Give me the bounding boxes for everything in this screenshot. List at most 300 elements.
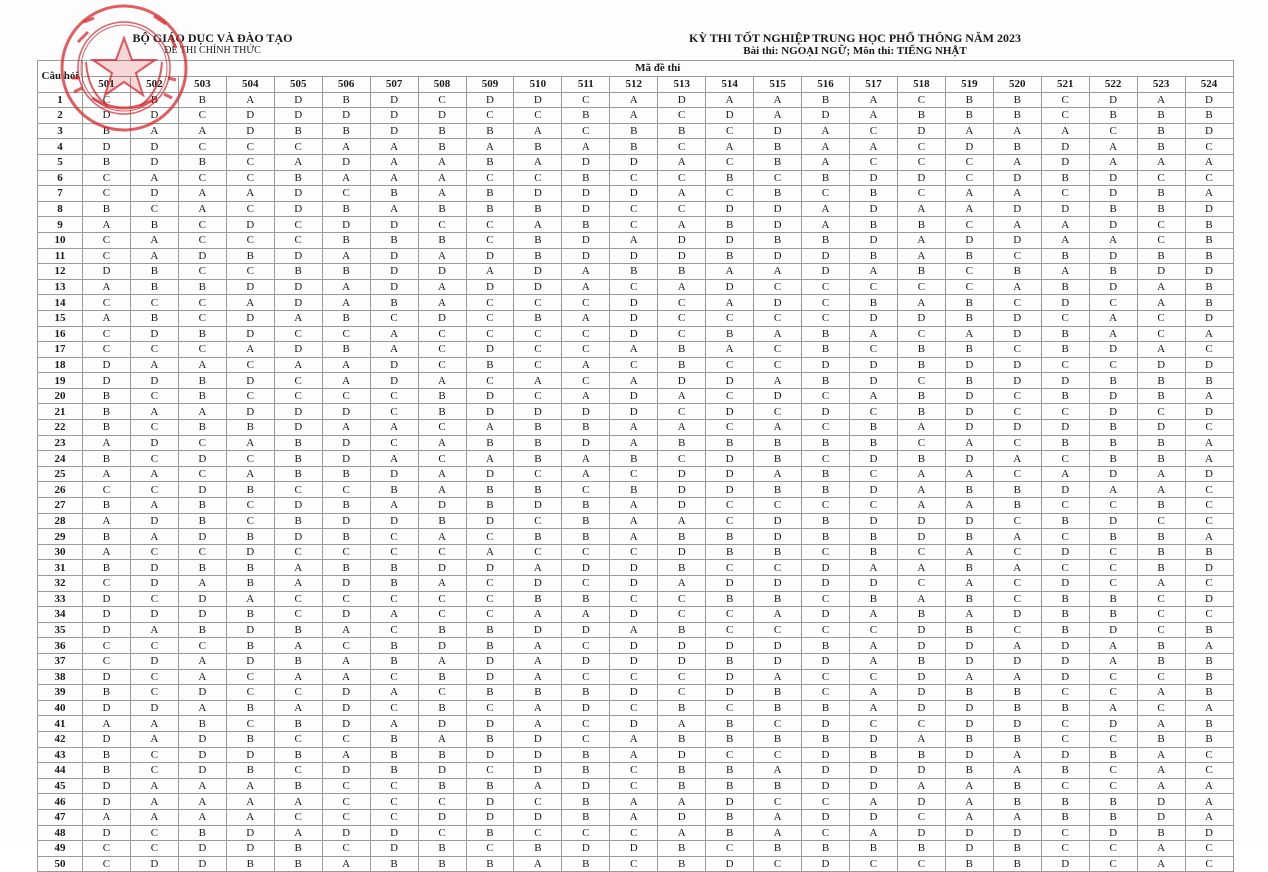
answer-cell: C bbox=[802, 498, 850, 514]
answer-cell: A bbox=[322, 373, 370, 389]
answer-cell: D bbox=[1041, 747, 1089, 763]
answer-cell: B bbox=[754, 685, 802, 701]
answer-cell: D bbox=[897, 529, 945, 545]
answer-cell: A bbox=[514, 669, 562, 685]
answer-cell: C bbox=[1185, 342, 1233, 358]
answer-cell: C bbox=[370, 669, 418, 685]
answer-cell: B bbox=[897, 342, 945, 358]
answer-cell: D bbox=[562, 154, 610, 170]
answer-cell: A bbox=[993, 186, 1041, 202]
answer-cell: C bbox=[562, 669, 610, 685]
answer-cell: D bbox=[514, 731, 562, 747]
answer-cell: B bbox=[802, 170, 850, 186]
answer-cell: B bbox=[802, 731, 850, 747]
answer-cell: D bbox=[993, 201, 1041, 217]
answer-cell: A bbox=[226, 809, 274, 825]
table-row bbox=[38, 482, 1234, 498]
answer-cell: C bbox=[897, 716, 945, 732]
answer-cell: A bbox=[754, 763, 802, 779]
answer-cell: A bbox=[370, 607, 418, 623]
answer-cell: B bbox=[322, 264, 370, 280]
answer-cell: C bbox=[178, 466, 226, 482]
answer-cell: B bbox=[322, 466, 370, 482]
answer-cell: D bbox=[610, 388, 658, 404]
answer-cell: C bbox=[1137, 700, 1185, 716]
answer-cell: A bbox=[945, 544, 993, 560]
answer-cell: A bbox=[514, 607, 562, 623]
answer-cell: D bbox=[1041, 638, 1089, 654]
answer-cell: B bbox=[83, 498, 131, 514]
answer-cell: B bbox=[945, 342, 993, 358]
answer-cell: D bbox=[562, 653, 610, 669]
answer-cell: B bbox=[226, 638, 274, 654]
answer-cell: B bbox=[1089, 420, 1137, 436]
answer-cell: D bbox=[897, 669, 945, 685]
answer-cell: C bbox=[610, 217, 658, 233]
answer-cell: D bbox=[418, 560, 466, 576]
answer-cell: C bbox=[754, 560, 802, 576]
answer-cell: A bbox=[83, 279, 131, 295]
answer-cell: C bbox=[562, 825, 610, 841]
question-number: 39 bbox=[38, 685, 83, 701]
answer-cell: B bbox=[83, 529, 131, 545]
answer-cell: C bbox=[274, 591, 322, 607]
answer-cell: C bbox=[514, 170, 562, 186]
answer-cell: D bbox=[993, 825, 1041, 841]
answer-cell: D bbox=[802, 856, 850, 872]
answer-cell: C bbox=[658, 108, 706, 124]
answer-cell: A bbox=[130, 622, 178, 638]
answer-cell: D bbox=[178, 685, 226, 701]
answer-cell: A bbox=[130, 809, 178, 825]
answer-cell: B bbox=[1041, 248, 1089, 264]
answer-cell: C bbox=[1041, 186, 1089, 202]
answer-cell: D bbox=[658, 638, 706, 654]
answer-cell: B bbox=[1041, 622, 1089, 638]
answer-cell: B bbox=[802, 638, 850, 654]
answer-cell: B bbox=[466, 778, 514, 794]
answer-cell: C bbox=[418, 794, 466, 810]
answer-cell: C bbox=[178, 435, 226, 451]
answer-cell: D bbox=[1041, 154, 1089, 170]
answer-cell: C bbox=[1137, 607, 1185, 623]
answer-cell: A bbox=[802, 123, 850, 139]
question-number: 10 bbox=[38, 232, 83, 248]
answer-cell: D bbox=[562, 186, 610, 202]
answer-cell: D bbox=[610, 310, 658, 326]
answer-cell: B bbox=[274, 264, 322, 280]
answer-cell: A bbox=[754, 825, 802, 841]
answer-cell: B bbox=[1137, 388, 1185, 404]
answer-cell: A bbox=[178, 576, 226, 592]
answer-cell: C bbox=[130, 451, 178, 467]
answer-cell: B bbox=[897, 841, 945, 857]
answer-cell: D bbox=[370, 466, 418, 482]
answer-cell: A bbox=[370, 154, 418, 170]
answer-cell: B bbox=[1185, 731, 1233, 747]
answer-cell: A bbox=[418, 466, 466, 482]
answer-cell: A bbox=[993, 560, 1041, 576]
answer-cell: A bbox=[370, 326, 418, 342]
answer-cell: B bbox=[178, 92, 226, 108]
answer-cell: C bbox=[706, 357, 754, 373]
answer-cell: D bbox=[897, 825, 945, 841]
answer-cell: D bbox=[945, 232, 993, 248]
answer-cell: C bbox=[658, 139, 706, 155]
answer-cell: B bbox=[130, 279, 178, 295]
answer-cell: D bbox=[610, 576, 658, 592]
answer-cell: A bbox=[945, 669, 993, 685]
answer-cell: B bbox=[274, 778, 322, 794]
answer-cell: C bbox=[1137, 310, 1185, 326]
answer-cell: C bbox=[418, 685, 466, 701]
answer-cell: A bbox=[322, 669, 370, 685]
answer-cell: C bbox=[610, 279, 658, 295]
answer-cell: B bbox=[178, 373, 226, 389]
answer-cell: A bbox=[466, 420, 514, 436]
answer-cell: C bbox=[1041, 841, 1089, 857]
answer-cell: C bbox=[754, 310, 802, 326]
answer-cell: C bbox=[83, 576, 131, 592]
answer-cell: D bbox=[610, 154, 658, 170]
table-row bbox=[38, 154, 1234, 170]
answer-cell: C bbox=[562, 482, 610, 498]
table-row bbox=[38, 326, 1234, 342]
answer-cell: D bbox=[226, 404, 274, 420]
answer-cell: D bbox=[1185, 264, 1233, 280]
answer-cell: A bbox=[1185, 700, 1233, 716]
answer-cell: C bbox=[658, 451, 706, 467]
answer-cell: D bbox=[897, 170, 945, 186]
answer-cell: C bbox=[418, 92, 466, 108]
answer-cell: C bbox=[226, 139, 274, 155]
answer-cell: C bbox=[1041, 451, 1089, 467]
answer-cell: B bbox=[466, 123, 514, 139]
answer-cell: A bbox=[658, 794, 706, 810]
answer-cell: C bbox=[514, 794, 562, 810]
answer-cell: B bbox=[897, 388, 945, 404]
answer-cell: B bbox=[466, 825, 514, 841]
answer-cell: B bbox=[658, 342, 706, 358]
answer-cell: C bbox=[466, 591, 514, 607]
answer-cell: B bbox=[1185, 248, 1233, 264]
table-row bbox=[38, 279, 1234, 295]
answer-cell: B bbox=[370, 763, 418, 779]
answer-cell: A bbox=[945, 794, 993, 810]
answer-cell: B bbox=[993, 139, 1041, 155]
answer-cell: C bbox=[130, 825, 178, 841]
answer-cell: D bbox=[514, 264, 562, 280]
answer-cell: C bbox=[83, 638, 131, 654]
answer-cell: D bbox=[706, 108, 754, 124]
answer-cell: C bbox=[1089, 685, 1137, 701]
answer-cell: C bbox=[754, 856, 802, 872]
answer-cell: B bbox=[322, 232, 370, 248]
table-row bbox=[38, 560, 1234, 576]
answer-cell: A bbox=[945, 809, 993, 825]
answer-cell: A bbox=[178, 123, 226, 139]
answer-cell: B bbox=[226, 607, 274, 623]
answer-cell: C bbox=[993, 622, 1041, 638]
answer-cell: D bbox=[466, 248, 514, 264]
answer-cell: C bbox=[1185, 139, 1233, 155]
answer-cell: D bbox=[226, 747, 274, 763]
answer-cell: D bbox=[658, 466, 706, 482]
answer-cell: B bbox=[418, 841, 466, 857]
answer-cell: B bbox=[706, 326, 754, 342]
answer-cell: A bbox=[945, 466, 993, 482]
answer-cell: A bbox=[226, 92, 274, 108]
answer-cell: C bbox=[802, 388, 850, 404]
answer-cell: B bbox=[850, 544, 898, 560]
answer-cell: B bbox=[178, 154, 226, 170]
answer-cell: A bbox=[754, 92, 802, 108]
answer-cell: C bbox=[466, 841, 514, 857]
answer-cell: A bbox=[226, 794, 274, 810]
answer-cell: B bbox=[945, 482, 993, 498]
answer-cell: D bbox=[370, 825, 418, 841]
answer-cell: A bbox=[850, 700, 898, 716]
exam-code-row bbox=[38, 76, 1234, 92]
answer-cell: C bbox=[897, 186, 945, 202]
answer-cell: B bbox=[514, 685, 562, 701]
answer-cell: C bbox=[1089, 763, 1137, 779]
answer-cell: B bbox=[802, 841, 850, 857]
answer-cell: B bbox=[322, 342, 370, 358]
answer-cell: D bbox=[322, 607, 370, 623]
answer-cell: B bbox=[130, 92, 178, 108]
table-row bbox=[38, 591, 1234, 607]
answer-cell: C bbox=[226, 170, 274, 186]
answer-cell: C bbox=[1089, 856, 1137, 872]
answer-cell: A bbox=[945, 778, 993, 794]
answer-cell: B bbox=[514, 482, 562, 498]
answer-cell: A bbox=[993, 529, 1041, 545]
answer-cell: C bbox=[562, 92, 610, 108]
answer-cell: D bbox=[706, 638, 754, 654]
answer-cell: B bbox=[1137, 435, 1185, 451]
answer-cell: D bbox=[226, 326, 274, 342]
answer-cell: B bbox=[1137, 638, 1185, 654]
answer-cell: A bbox=[1137, 716, 1185, 732]
answer-cell: B bbox=[562, 529, 610, 545]
answer-cell: D bbox=[418, 498, 466, 514]
answer-cell: D bbox=[1041, 295, 1089, 311]
answer-cell: B bbox=[993, 685, 1041, 701]
answer-cell: D bbox=[274, 108, 322, 124]
answer-cell: A bbox=[658, 186, 706, 202]
answer-cell: B bbox=[226, 576, 274, 592]
answer-cell: B bbox=[754, 778, 802, 794]
answer-cell: D bbox=[610, 653, 658, 669]
answer-cell: D bbox=[466, 342, 514, 358]
answer-cell: A bbox=[1185, 638, 1233, 654]
answer-cell: D bbox=[897, 763, 945, 779]
answer-cell: D bbox=[1185, 201, 1233, 217]
answer-cell: B bbox=[1089, 591, 1137, 607]
answer-cell: A bbox=[1185, 794, 1233, 810]
exam-title: KỲ THI TỐT NGHIỆP TRUNG HỌC PHỔ THÔNG NĂM 2023 bbox=[689, 31, 1021, 45]
answer-cell: A bbox=[466, 139, 514, 155]
answer-cell: C bbox=[226, 685, 274, 701]
answer-cell: B bbox=[226, 529, 274, 545]
answer-cell: B bbox=[226, 420, 274, 436]
answer-cell: C bbox=[130, 747, 178, 763]
answer-cell: C bbox=[274, 731, 322, 747]
answer-cell: C bbox=[274, 685, 322, 701]
answer-cell: D bbox=[897, 310, 945, 326]
answer-cell: D bbox=[754, 529, 802, 545]
answer-cell: B bbox=[897, 357, 945, 373]
answer-cell: D bbox=[83, 825, 131, 841]
answer-cell: B bbox=[466, 186, 514, 202]
answer-cell: A bbox=[274, 794, 322, 810]
answer-cell: D bbox=[945, 388, 993, 404]
answer-cell: A bbox=[562, 607, 610, 623]
answer-cell: A bbox=[130, 466, 178, 482]
answer-cell: A bbox=[754, 466, 802, 482]
answer-cell: C bbox=[1185, 763, 1233, 779]
answer-cell: B bbox=[610, 482, 658, 498]
answer-cell: A bbox=[83, 513, 131, 529]
answer-cell: B bbox=[993, 264, 1041, 280]
answer-cell: A bbox=[993, 451, 1041, 467]
answer-cell: C bbox=[514, 544, 562, 560]
answer-cell: A bbox=[178, 404, 226, 420]
answer-cell: B bbox=[130, 310, 178, 326]
answer-cell: D bbox=[802, 653, 850, 669]
answer-cell: D bbox=[993, 232, 1041, 248]
answer-cell: D bbox=[1137, 794, 1185, 810]
answer-cell: D bbox=[226, 310, 274, 326]
answer-cell: D bbox=[706, 232, 754, 248]
answer-cell: C bbox=[274, 482, 322, 498]
answer-cell: A bbox=[562, 264, 610, 280]
answer-cell: C bbox=[897, 279, 945, 295]
answer-cell: D bbox=[658, 809, 706, 825]
answer-cell: A bbox=[418, 576, 466, 592]
answer-cell: B bbox=[562, 170, 610, 186]
answer-cell: B bbox=[418, 123, 466, 139]
answer-cell: C bbox=[802, 420, 850, 436]
answer-cell: D bbox=[83, 778, 131, 794]
answer-cell: C bbox=[706, 154, 754, 170]
answer-cell: B bbox=[322, 529, 370, 545]
answer-cell: D bbox=[1041, 653, 1089, 669]
answer-cell: D bbox=[610, 638, 658, 654]
answer-cell: C bbox=[802, 451, 850, 467]
answer-cell: C bbox=[1041, 731, 1089, 747]
answer-cell: A bbox=[418, 529, 466, 545]
answer-cell: C bbox=[850, 154, 898, 170]
answer-cell: C bbox=[514, 357, 562, 373]
answer-cell: D bbox=[370, 248, 418, 264]
answer-cell: A bbox=[466, 264, 514, 280]
answer-cell: A bbox=[610, 794, 658, 810]
answer-cell: B bbox=[706, 809, 754, 825]
answer-cell: A bbox=[610, 420, 658, 436]
answer-cell: D bbox=[754, 295, 802, 311]
answer-cell: C bbox=[1137, 232, 1185, 248]
answer-cell: B bbox=[514, 529, 562, 545]
answer-cell: C bbox=[706, 310, 754, 326]
answer-cell: C bbox=[897, 373, 945, 389]
answer-cell: D bbox=[1185, 404, 1233, 420]
answer-cell: C bbox=[130, 763, 178, 779]
answer-cell: D bbox=[945, 420, 993, 436]
table-row bbox=[38, 856, 1234, 872]
answer-cell: B bbox=[514, 201, 562, 217]
answer-cell: A bbox=[418, 279, 466, 295]
answer-cell: B bbox=[706, 544, 754, 560]
answer-cell: B bbox=[658, 529, 706, 545]
answer-cell: D bbox=[130, 856, 178, 872]
answer-cell: B bbox=[562, 794, 610, 810]
answer-cell: B bbox=[610, 451, 658, 467]
answer-cell: D bbox=[897, 638, 945, 654]
answer-cell: C bbox=[130, 685, 178, 701]
answer-cell: C bbox=[610, 700, 658, 716]
answer-cell: D bbox=[1041, 669, 1089, 685]
table-row bbox=[38, 451, 1234, 467]
answer-cell: C bbox=[658, 326, 706, 342]
question-number: 21 bbox=[38, 404, 83, 420]
answer-cell: C bbox=[1041, 357, 1089, 373]
answer-cell: B bbox=[83, 123, 131, 139]
answer-cell: D bbox=[658, 544, 706, 560]
answer-cell: D bbox=[754, 653, 802, 669]
table-row bbox=[38, 747, 1234, 763]
answer-cell: D bbox=[610, 295, 658, 311]
exam-code-512: 512 bbox=[610, 76, 658, 92]
question-number: 22 bbox=[38, 420, 83, 436]
answer-cell: A bbox=[178, 653, 226, 669]
answer-cell: C bbox=[993, 404, 1041, 420]
answer-cell: B bbox=[274, 123, 322, 139]
answer-cell: D bbox=[802, 357, 850, 373]
answer-cell: A bbox=[706, 342, 754, 358]
answer-cell: B bbox=[514, 248, 562, 264]
answer-cell: D bbox=[658, 248, 706, 264]
answer-cell: A bbox=[370, 139, 418, 155]
answer-cell: D bbox=[226, 841, 274, 857]
answer-cell: B bbox=[418, 669, 466, 685]
answer-cell: B bbox=[1185, 232, 1233, 248]
answer-cell: C bbox=[754, 747, 802, 763]
answer-cell: D bbox=[610, 248, 658, 264]
answer-cell: C bbox=[1089, 669, 1137, 685]
answer-cell: A bbox=[322, 622, 370, 638]
answer-cell: A bbox=[226, 186, 274, 202]
answer-cell: D bbox=[1041, 139, 1089, 155]
answer-cell: C bbox=[1089, 841, 1137, 857]
answer-cell: D bbox=[1089, 186, 1137, 202]
answer-cell: A bbox=[993, 669, 1041, 685]
answer-cell: C bbox=[178, 264, 226, 280]
question-number: 23 bbox=[38, 435, 83, 451]
answer-cell: C bbox=[658, 404, 706, 420]
question-number: 45 bbox=[38, 778, 83, 794]
answer-cell: A bbox=[322, 653, 370, 669]
answer-cell: A bbox=[993, 154, 1041, 170]
answer-cell: D bbox=[562, 700, 610, 716]
table-row bbox=[38, 529, 1234, 545]
answer-cell: D bbox=[945, 404, 993, 420]
answer-cell: B bbox=[802, 482, 850, 498]
answer-cell: A bbox=[658, 388, 706, 404]
answer-cell: D bbox=[226, 825, 274, 841]
answer-cell: D bbox=[1089, 342, 1137, 358]
